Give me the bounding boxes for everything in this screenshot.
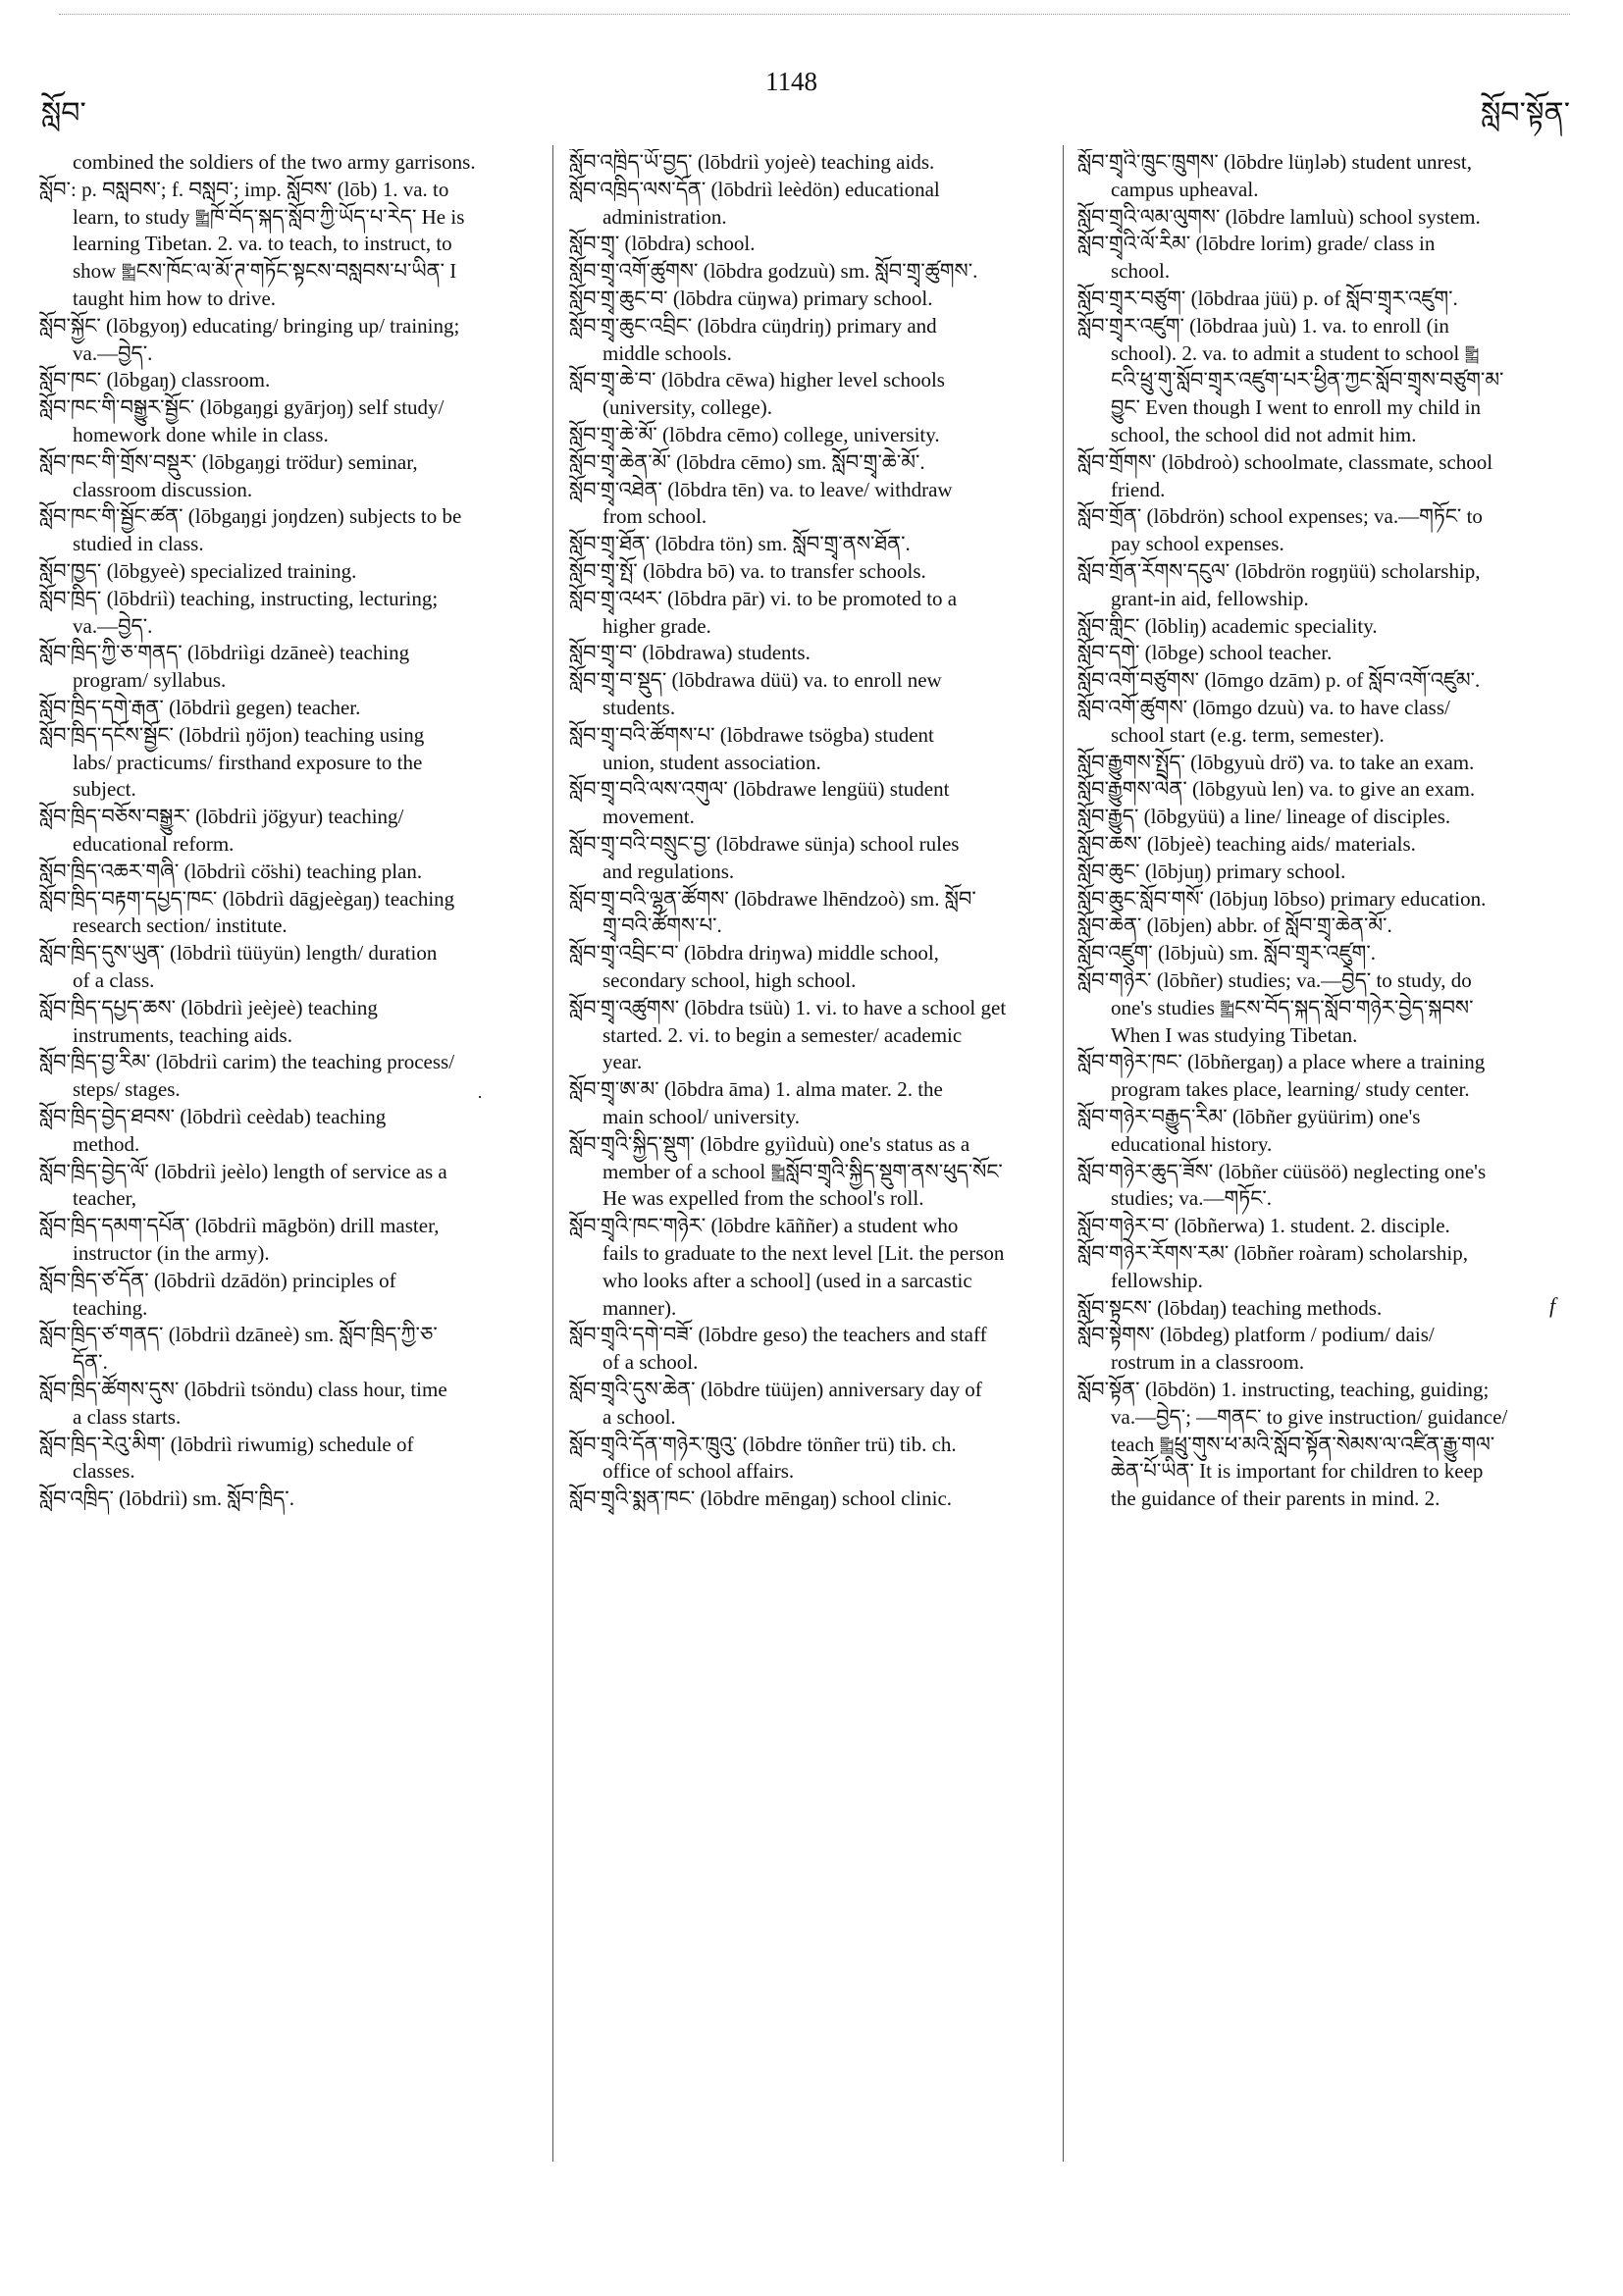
entry-headword-line: སློབ་གྲྭ་ཆེ་བ་ (lōbdra cēwa) higher level schools bbox=[569, 368, 945, 392]
entry-continuation-line: learning Tibetan. 2. va. to teach, to instruct, to bbox=[73, 232, 452, 256]
entry-headword-line: སློབ་ཁྲིད་དཔྱད་ཆས་ (lōbdriì jeèjeè) teaching bbox=[39, 995, 378, 1019]
entry-headword-line: སློབ་གཉེར་ (lōbñer) studies; va.—བྱེད་ to study, do bbox=[1077, 968, 1472, 992]
entry-continuation-line: teacher, bbox=[73, 1186, 137, 1211]
entry-continuation-line: educational history. bbox=[1111, 1131, 1273, 1156]
entry-continuation-line: from school. bbox=[602, 504, 707, 529]
entry-headword-line: སློབ་གཉེར་བ་ (lōbñerwa) 1. student. 2. disciple. bbox=[1077, 1214, 1450, 1238]
entry-headword-line: སློབ་དགེ་ (lōbge) school teacher. bbox=[1077, 641, 1333, 665]
entry-continuation-line: secondary school, high school. bbox=[602, 968, 857, 992]
column-2 bbox=[569, 149, 1050, 2200]
entry-continuation-line: subject. bbox=[73, 777, 136, 802]
entry-continuation-line: classroom discussion. bbox=[73, 477, 253, 501]
entry-headword-line: སློབ་གྲྭ་འཐེན་ (lōbdra tēn) va. to leave/ withdraw bbox=[569, 477, 953, 501]
entry-headword-line: སློབ་འཁྲིད་ཡོ་བྱད་ (lōbdriì yojeè) teaching aids. bbox=[569, 150, 935, 174]
entry-headword-line: སློབ་རྒྱུགས་སྤྲོད་ (lōbgyuù drö̈) va. to take an exam. bbox=[1077, 750, 1475, 774]
entry-continuation-line: research section/ institute. bbox=[73, 913, 288, 938]
entry-headword-line: སློབ་འཛུག་ (lōbjuù) sm. སློབ་གྲྭར་འཛུག་. bbox=[1077, 941, 1376, 965]
entry-headword-line: སློབ་གྲྭ་བ་སྡུད་ (lōbdrawa düü) va. to enroll new bbox=[569, 668, 942, 693]
entry-continuation-line: grant-in aid, fellowship. bbox=[1111, 586, 1309, 610]
entry-headword-line: སློབ་གྲོགས་ (lōbdroò) schoolmate, classmate, school bbox=[1077, 449, 1493, 474]
entry-continuation-line: labs/ practicums/ firsthand exposure to the bbox=[73, 750, 423, 774]
entry-headword-line: སློབ་འཁྲིད་ལས་དོན་ (lōbdriì leèdön) educational bbox=[569, 177, 940, 201]
entry-continuation-line: instructor (in the army). bbox=[73, 1241, 270, 1265]
entry-headword-line: སློབ་ཁྲིད་འཆར་གཞི་ (lōbdriì cö̈shi) teaching plan. bbox=[39, 859, 423, 883]
entry-continuation-line: main school/ university. bbox=[602, 1105, 801, 1128]
entry-continuation-line: གྲྭ་བའི་ཚོགས་པ་. bbox=[602, 913, 722, 938]
entry-continuation-line: ངའི་ཕྲུ་གུ་སློབ་གྲྭར་འཛུག་པར་ཕྱིན་ཀྱང་སློབ་གྲྭས་བཙུག་མ་ bbox=[1111, 368, 1504, 392]
entry-headword-line: སློབ་ཁྲིད་བྱེད་ཐབས་ (lōbdriì ceèdab) teaching bbox=[39, 1105, 387, 1128]
entry-headword-line: སློབ་གྲྭ་བ་ (lōbdrawa) students. bbox=[569, 641, 811, 665]
entry-continuation-line: steps/ stages. bbox=[73, 1077, 181, 1102]
stray-margin-mark: f bbox=[1549, 1293, 1556, 1318]
page-header bbox=[0, 61, 1623, 130]
column-divider-1 bbox=[552, 145, 553, 2162]
entry-continuation-line: movement. bbox=[602, 805, 695, 829]
entry-headword-line: སློབ་ཁྲིད་ཚོགས་དུས་ (lōbdriì tsöndu) class hour, time bbox=[39, 1378, 447, 1401]
entry-continuation-line: school). 2. va. to admit a student to school ༖ bbox=[1111, 340, 1480, 365]
entry-headword-line: སློབ་ཁང་ (lōbgaŋ) classroom. bbox=[39, 368, 271, 392]
entry-headword-line: སློབ་ཁྱད་ (lōbgyeè) specialized training. bbox=[39, 559, 357, 583]
entry-headword-line: སློབ་རྒྱུགས་ལེན་ (lōbgyuù len) va. to give an exam. bbox=[1077, 777, 1476, 802]
entry-continuation-line: students. bbox=[602, 696, 676, 719]
entry-continuation-line: classes. bbox=[73, 1459, 135, 1484]
entry-continuation-line: office of school affairs. bbox=[602, 1459, 795, 1484]
entry-headword-line: སློབ་སྟེགས་ (lōbdeg) platform / podium/ dais/ bbox=[1077, 1323, 1435, 1347]
entry-headword-line: སློབ་གཉེར་རོགས་རམ་ (lōbñer roàram) scholarship, bbox=[1077, 1241, 1468, 1265]
stray-dot-mark: · bbox=[477, 1087, 483, 1107]
entry-headword-line: སློབ་གྲྭ་བའི་ལྷན་ཚོགས་ (lōbdrawe lhēndzoò) sm. སློབ་ bbox=[569, 886, 976, 911]
column-3 bbox=[1077, 149, 1558, 2200]
entry-headword-line: སློབ་ཁྲིད་ (lōbdriì) teaching, instructing, lecturing; bbox=[39, 586, 439, 610]
entry-headword-line: སློབ་གྲྭ་འབྲིང་བ་ (lōbdra driŋwa) middle school, bbox=[569, 941, 939, 965]
entry-continuation-line: studies; va.—གཏོང་. bbox=[1111, 1186, 1272, 1211]
entry-headword-line: སློབ་འཁྲིད་ (lōbdriì) sm. སློབ་ཁྲིད་. bbox=[39, 1487, 294, 1511]
entry-continuation-line: of a class. bbox=[73, 968, 155, 992]
entry-headword-line: སློབ་གྲྭ་འཕར་ (lōbdra pār) vi. to be promoted to a bbox=[569, 586, 958, 610]
right-guide-word: སློབ་སྟོན་ bbox=[1481, 97, 1570, 130]
entry-continuation-line: taught him how to drive. bbox=[73, 287, 277, 310]
entry-headword-line: སློབ་ཆེན་ (lōbjen) abbr. of སློབ་གྲྭ་ཆེན་མོ་. bbox=[1077, 913, 1392, 938]
entry-continuation-line: and regulations. bbox=[602, 859, 735, 883]
entry-continuation-line: school, the school did not admit him. bbox=[1111, 423, 1417, 446]
entry-continuation-line: school start (e.g. term, semester). bbox=[1111, 722, 1385, 747]
entry-headword-line: སློབ་ཁྲིད་ཙ་གནད་ (lōbdriì dzāneè) sm. སློབ་ཁྲིད་ཀྱི་ཅ་ bbox=[39, 1323, 438, 1347]
entry-continuation-line: member of a school ༖སློབ་གྲྭའི་སྐྱིད་སྡུག་ནས་ཕུད་སོང་ bbox=[602, 1159, 1003, 1183]
entry-headword-line: སློབ་ཁང་གི་གྲོས་བསྡུར་ (lōbgaŋgi trö̈dur) seminar, bbox=[39, 449, 418, 474]
entry-headword-line: སློབ་གྲྭའི་དོན་གཉེར་ཁྲུའུ་ (lōbdre tönñer trü) tib. ch. bbox=[569, 1432, 957, 1456]
entry-headword-line: སློབ་གྲྭ་ཆེན་མོ་ (lōbdra cēmo) sm. སློབ་གྲྭ་ཆེ་མོ་. bbox=[569, 449, 925, 474]
entry-continuation-line: teach ༖ཕྲུ་གུས་ཕ་མའི་སློབ་སྟོན་སེམས་ལ་འཛིན་རྒྱུ་གལ་ bbox=[1111, 1432, 1495, 1456]
entry-headword-line: སློབ་ཁྲིད་བྱ་རིམ་ (lōbdriì carim) the teaching process/ bbox=[39, 1050, 455, 1074]
entry-headword-line: སློབ་ཁྲིད་ཙ་དོན་ (lōbdriì dzādön) principles of bbox=[39, 1268, 396, 1292]
entry-headword-line: སློབ་གྲོན་ (lōbdrön) school expenses; va.—གཏོང་ to bbox=[1077, 504, 1483, 529]
entry-continuation-line: started. 2. vi. to begin a semester/ academic bbox=[602, 1022, 963, 1047]
entry-headword-line: སློབ་འགོ་བཙུགས་ (lōmgo dzām) p. of སློབ་འགོ་འཛུམ་. bbox=[1077, 668, 1481, 693]
entry-continuation-line: va.—བྱེད་; —གནང་ to give instruction/ guidance/ bbox=[1111, 1404, 1508, 1429]
entry-headword-line: སློབ་རྒྱུད་ (lōbgyüü) a line/ lineage of disciples. bbox=[1077, 805, 1451, 829]
entry-headword-line: སློབ་གྲྭ་བའི་ལས་འགུལ་ (lōbdrawe lengüü) student bbox=[569, 777, 950, 802]
entry-headword-line: སློབ་གྲྭའི་ཁྲུང་ཁྲུགས་ (lōbdre lüŋləb) student unrest, bbox=[1077, 150, 1473, 174]
entry-headword-line: སློབ་གྲྭའི་ཁང་གཉེར་ (lōbdre kāññer) a student who bbox=[569, 1214, 959, 1238]
entry-continuation-line: method. bbox=[73, 1131, 140, 1156]
entry-continuation-line: program takes place, learning/ study center. bbox=[1111, 1077, 1470, 1102]
entry-continuation-line: rostrum in a classroom. bbox=[1111, 1350, 1305, 1375]
entry-continuation-line: the guidance of their parents in mind. 2. bbox=[1111, 1487, 1440, 1511]
entry-headword-line: སློབ་གྲྭ་སྤོ་ (lōbdra bō) va. to transfer schools. bbox=[569, 559, 926, 583]
entry-continuation-line: He was expelled from the school's roll. bbox=[602, 1186, 924, 1211]
entry-continuation-line: a class starts. bbox=[73, 1404, 182, 1429]
entry-headword-line: སློབ་གྲྭ་བའི་བསྲུང་བྱ་ (lōbdrawe sünja) school rules bbox=[569, 832, 960, 856]
entry-headword-line: སློབ་གྲྭའི་ལོ་རིམ་ (lōbdre lorim) grade/ class in bbox=[1077, 232, 1436, 256]
entry-headword-line: སློབ་གྲོན་རོགས་དངུལ་ (lōbdrön rogŋüü) scholarship, bbox=[1077, 559, 1481, 583]
top-scan-rule bbox=[59, 14, 1570, 16]
entry-continuation-line: higher grade. bbox=[602, 613, 711, 638]
entry-continuation-line: va.—བྱེད་. bbox=[73, 340, 153, 365]
entry-continuation-line: instruments, teaching aids. bbox=[73, 1022, 292, 1047]
entry-continuation-line: fails to graduate to the next level [Lit. the person bbox=[602, 1241, 1005, 1265]
entry-headword-line: སློབ་སྟངས་ (lōbdaŋ) teaching methods. bbox=[1077, 1295, 1383, 1320]
entry-headword-line: སློབ་ཁྲིད་དངོས་སྦྱོང་ (lōbdriì ŋö̈jon) teaching using bbox=[39, 722, 425, 747]
entry-continuation-line: (university, college). bbox=[602, 395, 772, 420]
entry-headword-line: སློབ་ཁྲིད་དུས་ཡུན་ (lōbdriì tüüyün) length/ duration bbox=[39, 941, 438, 965]
entry-headword-line: སློབ་གྲྭར་བཙུག་ (lōbdraa jüü) p. of སློབ་གྲྭར་འཛུག་. bbox=[1077, 287, 1458, 310]
entry-continuation-line: བྱུང་ Even though I went to enroll my child in bbox=[1111, 395, 1482, 420]
entry-headword-line: སློབ་གྲྭར་འཛུག་ (lōbdraa juù) 1. va. to enroll (in bbox=[1077, 313, 1449, 338]
entry-headword-line: སློབ་གྲྭའི་ལམ་ལུགས་ (lōbdre lamluù) school system. bbox=[1077, 204, 1481, 229]
entry-headword-line: སློབ་གྲྭ་བའི་ཚོགས་པ་ (lōbdrawe tsögba) student bbox=[569, 722, 934, 747]
entry-continuation-line: pay school expenses. bbox=[1111, 532, 1284, 556]
entry-continuation-line: one's studies ༖ངས་བོད་སྐད་སློབ་གཉེར་བྱེད་སྐབས་ bbox=[1111, 995, 1474, 1019]
entry-continuation-line: studied in class. bbox=[73, 532, 204, 556]
entry-headword-line: སློབ་ཁང་གི་བསྒྱུར་སྦྱོང་ (lōbgaŋgi gyārjoŋ) self study/ bbox=[39, 395, 445, 420]
entry-headword-line: སློབ་ཁྲིད་དགེ་རྒན་ (lōbdriì gegen) teacher. bbox=[39, 696, 361, 719]
entry-headword-line: སློབ་གྲྭ་ཨ་མ་ (lōbdra āma) 1. alma mater. 2. the bbox=[569, 1077, 943, 1102]
entry-headword-line: སློབ་: p. བསླབས་; f. བསླབ་; imp. སློབས་ (lōb) 1. va. to bbox=[39, 177, 449, 201]
entry-continuation-line: homework done while in class. bbox=[73, 423, 329, 446]
entry-headword-line: སློབ་ཁྲིད་བྱེད་ལོ་ (lōbdriì jeèlo) length of service as a bbox=[39, 1159, 447, 1183]
entry-headword-line: སློབ་གྲྭ་ཆུང་འབྲིང་ (lōbdra cüŋdriŋ) primary and bbox=[569, 313, 937, 338]
entry-headword-line: སློབ་གྲྭ་ཆེ་མོ་ (lōbdra cēmo) college, university. bbox=[569, 423, 940, 446]
entry-continuation-line: show ༖ངས་ཁོང་ལ་མོ་ཊ་གཏོང་སྟངས་བསླབས་པ་ཡིན་ I bbox=[73, 259, 457, 284]
entry-continuation-line: teaching. bbox=[73, 1295, 148, 1320]
entry-headword-line: སློབ་སྟོན་ (lōbdön) 1. instructing, teaching, guiding; bbox=[1077, 1378, 1490, 1401]
entry-headword-line: སློབ་འགོ་ཚུགས་ (lōmgo dzuù) va. to have class/ bbox=[1077, 696, 1450, 719]
entry-headword-line: སློབ་གྲྭའི་དགེ་བཟོ་ (lōbdre geso) the teachers and staff bbox=[569, 1323, 987, 1347]
entry-continuation-line: program/ syllabus. bbox=[73, 668, 227, 693]
entry-headword-line: སློབ་གླིང་ (lōbliŋ) academic speciality. bbox=[1077, 613, 1378, 638]
entry-headword-line: སློབ་གཉེར་ཁང་ (lōbñergaŋ) a place where a training bbox=[1077, 1050, 1486, 1074]
entry-continuation-line: learn, to study ༖ཁོ་བོད་སྐད་སློབ་ཀྱི་ཡོད་པ་རེད་ He is bbox=[73, 204, 465, 229]
entry-headword-line: སློབ་གཉེར་ཆུད་ཟོས་ (lōbñer cüüsöö) neglecting one's bbox=[1077, 1159, 1487, 1183]
entry-headword-line: སློབ་གཉེར་བརྒྱུད་རིམ་ (lōbñer gyüürim) one's bbox=[1077, 1105, 1421, 1128]
entry-continuation-line: a school. bbox=[602, 1404, 676, 1429]
entry-continuation-line: combined the soldiers of the two army garrisons. bbox=[73, 150, 476, 174]
entry-continuation-line: school. bbox=[1111, 259, 1171, 284]
entry-headword-line: སློབ་ཁྲིད་དམག་དཔོན་ (lōbdriì māgbön) drill master, bbox=[39, 1214, 440, 1238]
entry-headword-line: སློབ་གྲྭའི་སྐྱིད་སྡུག་ (lōbdre gyiìduù) one's status as a bbox=[569, 1131, 970, 1156]
entry-headword-line: སློབ་ཁྲིད་རེའུ་མིག་ (lōbdriì riwumig) schedule of bbox=[39, 1432, 414, 1456]
column-divider-2 bbox=[1063, 145, 1064, 2162]
entry-headword-line: སློབ་ཆས་ (lōbjeè) teaching aids/ materials. bbox=[1077, 832, 1416, 856]
entry-headword-line: སློབ་གྲྭ་ (lōbdra) school. bbox=[569, 232, 756, 256]
entry-headword-line: སློབ་སྐྱོང་ (lōbgyoŋ) educating/ bringing up/ training; bbox=[39, 313, 460, 338]
entry-continuation-line: ཆེན་པོ་ཡིན་ It is important for children to keep bbox=[1111, 1459, 1484, 1484]
entry-continuation-line: When I was studying Tibetan. bbox=[1111, 1022, 1358, 1047]
entry-continuation-line: educational reform. bbox=[73, 832, 235, 856]
left-guide-word: སློབ་ bbox=[41, 97, 86, 130]
entry-continuation-line: དོན་. bbox=[73, 1350, 108, 1375]
entry-continuation-line: administration. bbox=[602, 204, 727, 229]
entry-headword-line: སློབ་ཁྲིད་བརྟག་དཔྱད་ཁང་ (lōbdriì dāgjeègaŋ) teaching bbox=[39, 886, 455, 911]
entry-headword-line: སློབ་ཁྲིད་ཀྱི་ཅ་གནད་ (lōbdriìgi dzāneè) teaching bbox=[39, 641, 410, 665]
entry-headword-line: སློབ་གྲྭའི་སྨན་ཁང་ (lōbdre mēngaŋ) school clinic. bbox=[569, 1487, 953, 1511]
entry-headword-line: སློབ་གྲྭ་འཚུགས་ (lōbdra tsüù) 1. vi. to have a school get bbox=[569, 995, 1007, 1019]
entry-continuation-line: who looks after a school] (used in a sarcastic bbox=[602, 1268, 972, 1292]
column-1 bbox=[39, 149, 520, 2200]
entry-continuation-line: middle schools. bbox=[602, 340, 732, 365]
entry-continuation-line: va.—བྱེད་. bbox=[73, 613, 153, 638]
entry-continuation-line: campus upheaval. bbox=[1111, 177, 1259, 201]
entry-continuation-line: fellowship. bbox=[1111, 1268, 1203, 1292]
entry-continuation-line: of a school. bbox=[602, 1350, 699, 1375]
entry-continuation-line: manner). bbox=[602, 1295, 677, 1320]
entry-headword-line: སློབ་ཆུང་ (lōbjuŋ) primary school. bbox=[1077, 859, 1346, 883]
entry-headword-line: སློབ་ཁང་གི་སྦྱོང་ཚན་ (lōbgaŋgi joŋdzen) subjects to be bbox=[39, 504, 462, 529]
entry-headword-line: སློབ་གྲྭ་འགོ་ཚུགས་ (lōbdra godzuù) sm. སློབ་གྲྭ་ཚུགས་. bbox=[569, 259, 978, 284]
entry-headword-line: སློབ་གྲྭའི་དུས་ཆེན་ (lōbdre tüüjen) anniversary day of bbox=[569, 1378, 982, 1401]
entry-continuation-line: friend. bbox=[1111, 477, 1166, 501]
entry-continuation-line: union, student association. bbox=[602, 750, 821, 774]
entry-headword-line: སློབ་གྲྭ་ཐོན་ (lōbdra tön) sm. སློབ་གྲྭ་ནས་ཐོན་. bbox=[569, 532, 911, 556]
page-number: 1148 bbox=[765, 67, 817, 96]
entry-headword-line: སློབ་གྲྭ་ཆུང་བ་ (lōbdra cüŋwa) primary school. bbox=[569, 287, 933, 310]
entry-headword-line: སློབ་ཁྲིད་བཅོས་བསྒྱུར་ (lōbdriì jö̈gyur) teaching/ bbox=[39, 805, 404, 829]
entry-headword-line: སློབ་ཆུང་སློབ་གསོ་ (lōbjuŋ lōbso) primary education. bbox=[1077, 886, 1487, 911]
entry-continuation-line: year. bbox=[602, 1050, 643, 1074]
